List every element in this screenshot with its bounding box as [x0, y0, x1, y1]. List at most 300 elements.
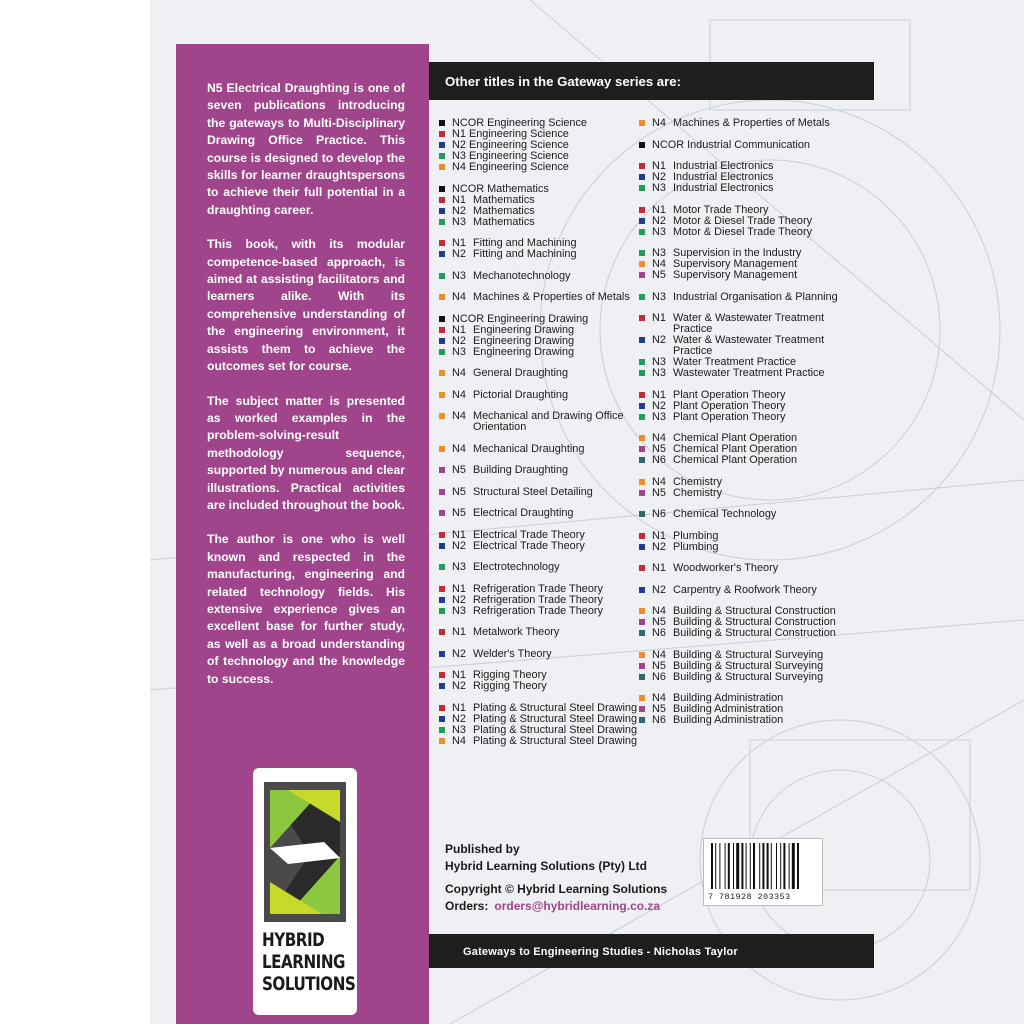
title-item — [439, 627, 645, 638]
title-level: N3 — [652, 356, 666, 368]
title-name: Chemical Plant Operation — [673, 443, 798, 455]
barcode-bar — [750, 843, 751, 889]
title-level: N2 — [652, 171, 666, 183]
publisher-name: Hybrid Learning Solutions (Pty) Ltd — [445, 859, 647, 873]
title-item — [439, 606, 645, 617]
level-color-swatch — [439, 251, 445, 257]
barcode-bar — [771, 843, 772, 889]
blurb-paragraph-4: The author is one who is well known and respected in the manufacturing, engineering and related technology fields. His extensive experience gives an excellent base for further study, as well as a broad understanding of technology and the knowledge to success. — [207, 532, 405, 686]
title-item — [639, 542, 845, 553]
title-level: N2 — [652, 214, 666, 227]
title-name: Building & Structural Surveying — [673, 670, 824, 683]
barcode-bar — [797, 843, 799, 889]
barcode-bar — [762, 843, 764, 889]
orders-email-link[interactable]: orders@hybridlearning.co.za — [494, 899, 661, 913]
title-item — [439, 368, 645, 379]
title-item — [639, 477, 845, 488]
title-item — [639, 455, 845, 466]
title-name: Mechanical and Drawing Office Orientation — [473, 410, 624, 433]
level-color-swatch — [639, 490, 645, 496]
title-name: Electrical Draughting — [473, 507, 574, 519]
title-name: Chemistry — [673, 486, 723, 499]
blurb-paragraph-3: The subject matter is presented as worked examples in the problem-solving-result methodology sequence, supported by numerous and clear illustrations. Practical activities are included throughout the book. — [207, 393, 405, 512]
title-item — [639, 227, 845, 238]
barcode-bar — [767, 843, 769, 889]
title-group — [639, 477, 845, 499]
title-item — [639, 531, 845, 542]
title-item — [439, 714, 645, 725]
title-level: N5 — [452, 485, 466, 498]
barcode-bar — [728, 843, 730, 889]
title-group — [439, 314, 645, 358]
title-item — [439, 725, 645, 736]
blurb-paragraph-2: This book, with its modular competence-based approach, is aimed at assisting facilitators and learners alike. With its comprehensive understanding of the engineering environment, it assists them to achieve the outcomes set for course. — [207, 237, 405, 374]
title-level: N2 — [452, 539, 466, 552]
title-item — [439, 195, 645, 206]
level-color-swatch — [439, 120, 445, 126]
title-item — [639, 509, 845, 520]
barcode-bar — [789, 843, 790, 889]
level-color-swatch — [639, 250, 645, 256]
title-item — [439, 541, 645, 552]
title-level: N5 — [652, 269, 666, 281]
title-group — [439, 444, 645, 455]
level-color-swatch — [639, 608, 645, 614]
title-group — [439, 271, 645, 282]
barcode-bar — [741, 843, 743, 889]
barcode-bars — [709, 843, 817, 891]
title-group — [439, 487, 645, 498]
title-level: N5 — [652, 703, 666, 715]
title-name: NCOR Engineering Science — [452, 117, 587, 129]
level-color-swatch — [639, 272, 645, 278]
title-level: N1 — [452, 323, 466, 336]
title-name: Plating & Structural Steel Drawing — [473, 723, 638, 736]
barcode-bar — [711, 843, 713, 889]
title-item — [439, 649, 645, 660]
title-item — [439, 595, 645, 606]
level-color-swatch — [639, 587, 645, 593]
title-level: N2 — [652, 583, 666, 596]
title-name: Building Administration — [673, 703, 784, 715]
barcode-bar — [715, 843, 716, 889]
title-item — [439, 584, 645, 595]
title-name: Industrial Organisation & Planning — [673, 290, 838, 303]
title-name: Electrical Trade Theory — [473, 528, 585, 541]
title-level: N1 — [452, 193, 466, 206]
title-level: N1 — [452, 669, 466, 681]
title-level: N1 — [452, 701, 466, 714]
title-level: N4 — [652, 117, 666, 129]
publisher-info — [445, 841, 667, 915]
title-level: N3 — [452, 604, 466, 617]
title-item — [439, 487, 645, 498]
title-name: Mathematics — [473, 193, 535, 206]
title-item — [439, 347, 645, 358]
level-color-swatch — [439, 370, 445, 376]
level-color-swatch — [639, 315, 645, 321]
level-color-swatch — [639, 403, 645, 409]
title-item — [639, 650, 845, 661]
title-item — [439, 411, 645, 433]
title-level: N4 — [652, 605, 666, 617]
title-level: N3 — [452, 215, 466, 228]
title-level: N3 — [452, 269, 466, 282]
level-color-swatch — [439, 597, 445, 603]
title-level: N3 — [652, 182, 666, 194]
title-name: N3 Engineering Science — [452, 150, 569, 162]
title-level: N6 — [652, 627, 666, 639]
title-item — [439, 184, 645, 195]
title-name: Fitting and Machining — [473, 248, 577, 260]
footer-text: Gateways to Engineering Studies - Nicholas Taylor — [463, 946, 738, 958]
level-color-swatch — [639, 392, 645, 398]
level-color-swatch — [439, 131, 445, 137]
barcode-bar — [719, 843, 720, 889]
title-item — [639, 672, 845, 683]
title-group — [639, 140, 845, 151]
title-item — [639, 140, 845, 151]
title-name: NCOR Engineering Drawing — [452, 312, 589, 325]
title-group — [439, 530, 645, 552]
title-name: Building & Structural Surveying — [673, 648, 824, 661]
title-level: N4 — [652, 475, 666, 488]
level-color-swatch — [439, 338, 445, 344]
title-name: Plating & Structural Steel Drawing — [473, 734, 638, 747]
title-item — [439, 681, 645, 692]
level-color-swatch — [639, 533, 645, 539]
title-name: Chemical Technology — [673, 508, 777, 520]
title-name: Plant Operation Theory — [673, 388, 786, 401]
title-level: N1 — [452, 237, 466, 249]
level-color-swatch — [439, 316, 445, 322]
title-name: Water Treatment Practice — [673, 356, 797, 368]
title-name: Rigging Theory — [473, 680, 547, 692]
title-name: Electrical Trade Theory — [473, 539, 585, 552]
title-item — [639, 183, 845, 194]
level-color-swatch — [439, 510, 445, 516]
barcode-bar — [753, 843, 755, 889]
title-name: Plumbing — [673, 529, 719, 542]
title-item — [439, 562, 645, 573]
level-color-swatch — [439, 294, 445, 300]
level-color-swatch — [439, 727, 445, 733]
level-color-swatch — [439, 532, 445, 538]
title-name: Chemical Plant Operation — [673, 432, 798, 444]
title-item — [639, 118, 845, 129]
title-name: Chemistry — [673, 475, 723, 488]
title-group — [639, 606, 845, 639]
level-color-swatch — [439, 586, 445, 592]
title-level: N2 — [652, 540, 666, 553]
level-color-swatch — [439, 716, 445, 722]
titles-list-left — [439, 118, 645, 757]
title-name: Building Administration — [673, 714, 784, 726]
title-item — [639, 715, 845, 726]
title-group — [439, 670, 645, 692]
title-item — [439, 325, 645, 336]
level-color-swatch — [439, 608, 445, 614]
title-level: N4 — [452, 367, 466, 379]
barcode-bar — [776, 843, 777, 889]
title-group — [639, 313, 845, 379]
level-color-swatch — [639, 370, 645, 376]
title-name: Motor Trade Theory — [673, 203, 769, 216]
level-color-swatch — [439, 164, 445, 170]
title-name: Electrotechnology — [473, 561, 560, 573]
title-name: Supervisory Management — [673, 258, 798, 270]
title-name: Building & Structural Construction — [673, 605, 836, 617]
title-level: N4 — [652, 258, 666, 270]
title-group — [639, 248, 845, 281]
title-name: Water & Wastewater Treatment Practice — [673, 334, 825, 357]
title-name: Building & Structural Construction — [673, 616, 836, 628]
barcode-bar — [736, 843, 739, 889]
level-color-swatch — [439, 489, 445, 495]
level-color-swatch — [439, 672, 445, 678]
barcode-bar — [733, 843, 734, 889]
title-level: N2 — [452, 647, 466, 660]
level-color-swatch — [639, 261, 645, 267]
title-group — [439, 368, 645, 379]
title-level: N1 — [652, 562, 666, 574]
title-item — [639, 412, 845, 423]
level-color-swatch — [639, 163, 645, 169]
title-group — [639, 585, 845, 596]
level-color-swatch — [639, 511, 645, 517]
title-name: N4 Engineering Science — [452, 161, 569, 173]
title-group — [439, 627, 645, 638]
title-level: N3 — [652, 410, 666, 423]
footer-band — [429, 934, 874, 968]
title-item — [639, 335, 845, 357]
title-name: Plant Operation Theory — [673, 410, 786, 423]
level-color-swatch — [639, 674, 645, 680]
title-item — [639, 390, 845, 401]
level-color-swatch — [439, 629, 445, 635]
hybrid-s-logo-icon — [264, 782, 346, 922]
title-name: Structural Steel Detailing — [473, 485, 593, 498]
title-group — [439, 465, 645, 476]
title-item — [439, 703, 645, 714]
title-level: N3 — [452, 345, 466, 358]
barcode-bar — [725, 843, 726, 889]
title-item — [439, 162, 645, 173]
level-color-swatch — [639, 706, 645, 712]
title-name: Mechanical Draughting — [473, 442, 585, 455]
title-level: N6 — [652, 508, 666, 520]
title-name: Mathematics — [473, 204, 535, 217]
title-group — [639, 509, 845, 520]
level-color-swatch — [439, 197, 445, 203]
level-color-swatch — [639, 717, 645, 723]
level-color-swatch — [439, 273, 445, 279]
titles-list-right — [639, 118, 845, 737]
title-group — [439, 508, 645, 519]
title-group — [439, 411, 645, 433]
title-name: Fitting and Machining — [473, 237, 577, 249]
title-group — [439, 649, 645, 660]
title-name: Industrial Electronics — [673, 182, 774, 194]
title-level: N1 — [652, 160, 666, 172]
title-name: Industrial Electronics — [673, 160, 774, 172]
title-level: N4 — [452, 410, 466, 422]
level-color-swatch — [639, 185, 645, 191]
level-color-swatch — [639, 565, 645, 571]
title-name: Supervision in the Industry — [673, 247, 802, 259]
title-item — [639, 563, 845, 574]
level-color-swatch — [439, 651, 445, 657]
logo-line-2: LEARNING — [262, 952, 346, 973]
level-color-swatch — [639, 446, 645, 452]
title-group — [639, 693, 845, 726]
title-level: N4 — [452, 734, 466, 747]
title-name: Mechanotechnology — [473, 269, 571, 282]
level-color-swatch — [439, 208, 445, 214]
title-name: Plant Operation Theory — [673, 399, 786, 412]
orders-line — [445, 898, 667, 915]
title-level: N1 — [652, 388, 666, 401]
level-color-swatch — [639, 630, 645, 636]
title-group — [439, 292, 645, 303]
level-color-swatch — [639, 663, 645, 669]
title-group — [639, 292, 845, 303]
title-group — [639, 433, 845, 466]
title-level: N3 — [652, 247, 666, 259]
title-level: N5 — [652, 486, 666, 499]
barcode-bar — [783, 843, 785, 889]
level-color-swatch — [639, 207, 645, 213]
title-name: Building & Structural Surveying — [673, 659, 824, 672]
title-group — [439, 562, 645, 573]
title-level: N2 — [452, 712, 466, 725]
title-level: N4 — [652, 432, 666, 444]
publisher-logo — [253, 768, 357, 1015]
level-color-swatch — [439, 153, 445, 159]
title-level: N2 — [452, 248, 466, 260]
title-name: Supervisory Management — [673, 269, 798, 281]
title-level: N6 — [652, 714, 666, 726]
title-name: Industrial Electronics — [673, 171, 774, 183]
title-item — [439, 292, 645, 303]
title-name: Chemical Plant Operation — [673, 454, 798, 466]
title-item — [639, 270, 845, 281]
title-level: N3 — [652, 225, 666, 238]
level-color-swatch — [439, 683, 445, 689]
level-color-swatch — [639, 479, 645, 485]
blurb-paragraph-1: N5 Electrical Draughting is one of seven publications introducing the gateways to Multi-Disciplinary Drawing Office Practice. This course is designed to develop the skills for learner draughtspersons to achieve their full potential in a draughting career. — [207, 81, 405, 217]
title-level: N2 — [652, 334, 666, 346]
title-name: Engineering Drawing — [473, 323, 575, 336]
title-name: Machines & Properties of Metals — [473, 291, 630, 303]
title-group — [439, 118, 645, 173]
level-color-swatch — [639, 142, 645, 148]
barcode-bar — [780, 843, 781, 889]
title-level: N4 — [452, 442, 466, 455]
title-item — [439, 314, 645, 325]
title-level: N1 — [652, 529, 666, 542]
level-color-swatch — [439, 327, 445, 333]
level-color-swatch — [439, 564, 445, 570]
title-group — [639, 650, 845, 683]
level-color-swatch — [439, 543, 445, 549]
title-item — [639, 628, 845, 639]
level-color-swatch — [439, 738, 445, 744]
level-color-swatch — [439, 705, 445, 711]
title-name: Pictorial Draughting — [473, 388, 569, 401]
title-item — [639, 216, 845, 227]
level-color-swatch — [439, 446, 445, 452]
level-color-swatch — [639, 457, 645, 463]
title-item — [439, 206, 645, 217]
title-group — [639, 563, 845, 574]
level-color-swatch — [439, 392, 445, 398]
level-color-swatch — [439, 240, 445, 246]
title-level: N4 — [652, 692, 666, 704]
title-level: N6 — [652, 670, 666, 683]
title-item — [639, 368, 845, 379]
title-level: N1 — [652, 203, 666, 216]
title-name: Engineering Drawing — [473, 345, 575, 358]
title-level: N4 — [452, 291, 466, 303]
level-color-swatch — [639, 174, 645, 180]
title-level: N3 — [652, 367, 666, 379]
level-color-swatch — [639, 695, 645, 701]
title-item — [639, 313, 845, 335]
title-item — [439, 217, 645, 228]
title-name: Plumbing — [673, 540, 719, 553]
title-level: N3 — [452, 723, 466, 736]
title-name: Motor & Diesel Trade Theory — [673, 225, 813, 238]
isbn-barcode — [703, 838, 823, 906]
title-name: Wastewater Treatment Practice — [673, 367, 825, 379]
title-group — [639, 205, 845, 238]
title-item — [639, 661, 845, 672]
level-color-swatch — [639, 435, 645, 441]
copyright: Copyright © Hybrid Learning Solutions — [445, 882, 668, 896]
logo-line-1: HYBRID — [262, 930, 325, 951]
barcode-bar — [746, 843, 747, 889]
level-color-swatch — [439, 349, 445, 355]
title-item — [639, 585, 845, 596]
title-name: Woodworker's Theory — [673, 562, 779, 574]
title-name: Refrigeration Trade Theory — [473, 593, 603, 606]
title-name: Building Draughting — [473, 464, 569, 476]
title-group — [639, 390, 845, 423]
level-color-swatch — [639, 414, 645, 420]
title-item — [439, 508, 645, 519]
level-color-swatch — [439, 186, 445, 192]
book-blurb — [207, 80, 405, 705]
title-name: Carpentry & Roofwork Theory — [673, 583, 817, 596]
title-group — [439, 390, 645, 401]
title-level: N2 — [452, 334, 466, 347]
title-level: N1 — [452, 626, 466, 638]
title-level: N1 — [452, 582, 466, 595]
title-group — [639, 531, 845, 553]
series-heading: Other titles in the Gateway series are: — [445, 74, 682, 89]
title-level: N5 — [452, 507, 466, 519]
title-item — [439, 736, 645, 747]
title-name: Machines & Properties of Metals — [673, 117, 830, 129]
title-level: N5 — [652, 616, 666, 628]
level-color-swatch — [639, 619, 645, 625]
title-level: N1 — [652, 312, 666, 324]
title-level: N5 — [452, 464, 466, 476]
title-name: Metalwork Theory — [473, 626, 560, 638]
title-name: Refrigeration Trade Theory — [473, 582, 603, 595]
title-name: Engineering Drawing — [473, 334, 575, 347]
